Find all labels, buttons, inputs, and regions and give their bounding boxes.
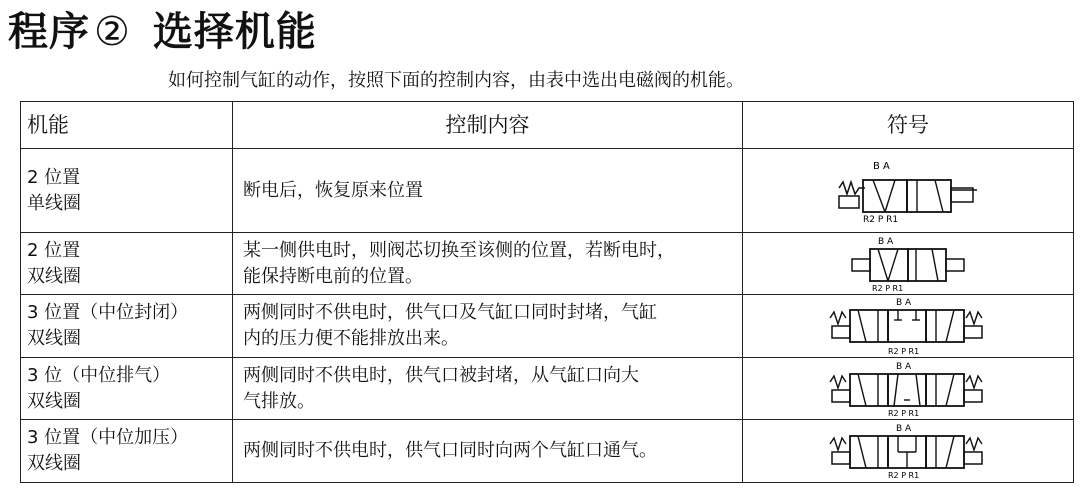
- content-line: 两侧同时不供电时，供气口同时向两个气缸口通气。: [243, 440, 657, 461]
- symbol-cell: [743, 358, 1074, 420]
- content-cell: [233, 149, 743, 233]
- intro-text: 如何控制气缸的动作，按照下面的控制内容，由表中选出电磁阀的机能。: [168, 70, 744, 91]
- function-cell: [21, 420, 233, 483]
- symbol-cell: [743, 149, 1074, 233]
- table-header-row: [21, 102, 1074, 149]
- content-cell: [233, 420, 743, 483]
- header-symbol: 符号: [743, 102, 1074, 149]
- valve-symbol-3pos-closed: [828, 296, 988, 356]
- valve-symbol-2pos-double: [848, 235, 968, 293]
- function-coil: 双线圈: [27, 328, 81, 349]
- header-function: 机能: [21, 102, 233, 149]
- port-label-top: B A: [873, 160, 890, 172]
- table-row: [21, 149, 1074, 233]
- port-label-bottom: R2 P R1: [888, 408, 920, 418]
- function-coil: 双线圈: [27, 265, 81, 287]
- symbol-cell: [743, 295, 1074, 358]
- content-line: 能保持断电前的位置。: [243, 265, 423, 287]
- content-line: 气排放。: [243, 390, 315, 412]
- symbol-cell: [743, 233, 1074, 295]
- port-label-bottom: R2 P R1: [872, 283, 904, 293]
- content-cell: [233, 358, 743, 420]
- function-cell: [21, 149, 233, 233]
- function-type: 3 位置（中位封闭）: [27, 302, 189, 323]
- function-cell: [21, 233, 233, 295]
- port-label-bottom: R2 P R1: [888, 471, 920, 480]
- port-label-top: B A: [896, 361, 912, 372]
- valve-symbol-2pos-single: [833, 158, 983, 224]
- function-type: 3 位（中位排气）: [27, 364, 171, 386]
- title-prefix: 程序: [8, 9, 90, 55]
- content-line: 内的压力便不能排放出来。: [243, 328, 459, 349]
- content-line: 断电后，恢复原来位置: [243, 179, 423, 201]
- content-line: 某一侧供电时，则阀芯切换至该侧的位置，若断电时，: [243, 239, 675, 261]
- table-row: [21, 420, 1074, 483]
- port-label-top: B A: [896, 424, 912, 434]
- valve-symbol-3pos-exhaust: [828, 360, 988, 418]
- port-label-top: B A: [896, 298, 912, 308]
- function-type: 3 位置（中位加压）: [27, 427, 189, 448]
- function-cell: [21, 295, 233, 358]
- table-row: [21, 233, 1074, 295]
- title-text: 选择机能: [152, 9, 317, 55]
- function-type: 2 位置: [27, 166, 81, 188]
- page-title: [8, 6, 317, 58]
- content-cell: [233, 295, 743, 358]
- content-line: 两侧同时不供电时，供气口被封堵，从气缸口向大: [243, 364, 639, 386]
- port-label-bottom: R2 P R1: [888, 347, 920, 356]
- function-cell: [21, 358, 233, 420]
- function-type: 2 位置: [27, 239, 81, 261]
- content-line: 两侧同时不供电时，供气口及气缸口同时封堵，气缸: [243, 302, 657, 323]
- step-number: ②: [94, 9, 131, 55]
- header-content: 控制内容: [233, 102, 743, 149]
- function-coil: 单线圈: [27, 192, 81, 214]
- function-table: [20, 101, 1074, 483]
- port-label-bottom: R2 P R1: [863, 214, 899, 224]
- function-coil: 双线圈: [27, 390, 81, 412]
- content-cell: [233, 233, 743, 295]
- valve-symbol-3pos-pressure: [828, 422, 988, 480]
- table-row: [21, 358, 1074, 420]
- port-label-top: B A: [878, 236, 894, 247]
- symbol-cell: [743, 420, 1074, 483]
- function-coil: 双线圈: [27, 453, 81, 474]
- table-row: [21, 295, 1074, 358]
